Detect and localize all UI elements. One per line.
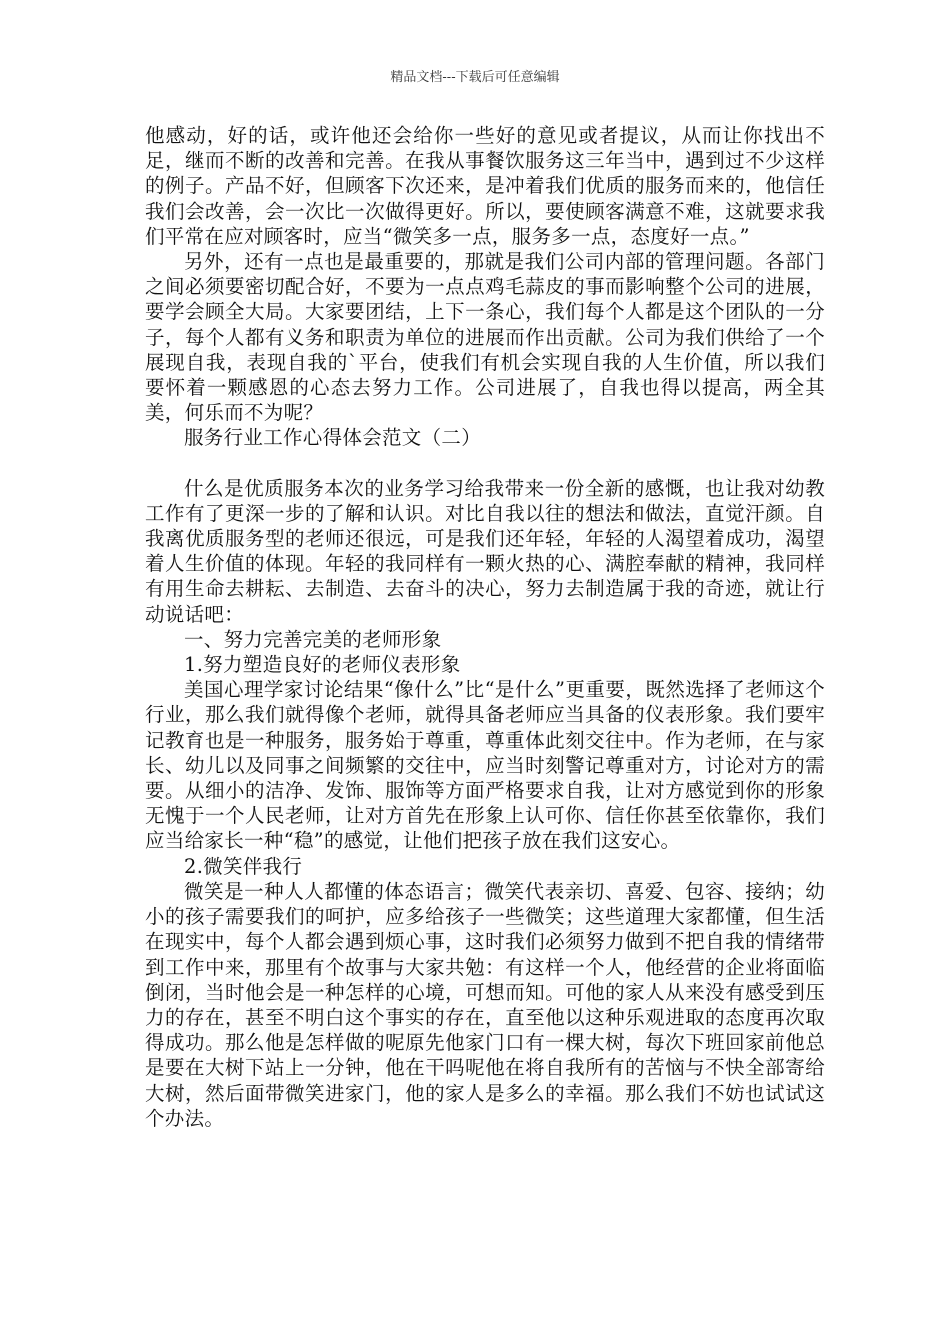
paragraph: 他感动，好的话，或许他还会给你一些好的意见或者提议，从而让你找出不足，继而不断的改善和完善。在我从事餐饮服务这三年当中，遇到过不少这样的例子。产品不好，但顾客下次还来，是冲着我们优质的服务而来的，他信任我们会改善，会一次比一次做得更好。所以，要使顾客满意不难，这就要求我们平常在应对顾客时，应当“微笑多一点，服务多一点，态度好一点。” [145,124,825,248]
document-body [145,123,825,1131]
blank-line [145,451,825,476]
paragraph: 什么是优质服务本次的业务学习给我带来一份全新的感慨，也让我对幼教工作有了更深一步的了解和认识。对比自我以往的想法和做法，直觉汗颜。自我离优质服务型的老师还很远，可是我们还年轻，年轻的人渴望着成功，渴望着人生价值的体现。年轻的我同样有一颗火热的心、满腔奉献的精神，我同样有用生命去耕耘、去制造、去奋斗的决心，努力去制造属于我的奇迹，就让行动说话吧： [145,476,825,626]
section-title: 服务行业工作心得体会范文（二） [184,426,482,450]
page-header: 精品文档---下载后可任意编辑 [390,70,560,85]
heading: 一、努力完善完美的老师形象 [184,627,442,651]
paragraph: 另外，还有一点也是最重要的，那就是我们公司内部的管理问题。各部门之间必须要密切配合好，不要为一点点鸡毛蒜皮的事而影响整个公司的进展，要学会顾全大局。大家要团结，上下一条心，我们每个人都是这个团队的一分子，每个人都有义务和职责为单位的进展而作出贡献。公司为我们供给了一个展现自我，表现自我的`平台，使我们有机会实现自我的人生价值，所以我们要怀着一颗感恩的心态去努力工作。公司进展了，自我也得以提高，两全其美，何乐而不为呢？ [145,250,825,425]
paragraph: 美国心理学家讨论结果“像什么”比“是什么”更重要，既然选择了老师这个行业，那么我们就得像个老师，就得具备老师应当具备的仪表形象。我们要牢记教育也是一种服务，服务始于尊重，尊重体此刻交往中。作为老师，在与家长、幼儿以及同事之间频繁的交往中，应当时刻警记尊重对方，讨论对方的需要。从细小的洁净、发饰、服饰等方面严格要求自我，让对方感觉到你的形象无愧于一个人民老师，让对方首先在形象上认可你、信任你甚至依靠你，我们应当给家长一种“稳”的感觉，让他们把孩子放在我们这安心。 [145,678,825,853]
subheading: 1.努力塑造良好的老师仪表形象 [184,653,461,677]
paragraph: 微笑是一种人人都懂的体态语言；微笑代表亲切、喜爱、包容、接纳；幼小的孩子需要我们的呵护，应多给孩子一些微笑；这些道理大家都懂，但生活在现实中，每个人都会遇到烦心事，这时我们必须努力做到不把自我的情绪带到工作中来，那里有个故事与大家共勉：有这样一个人，他经营的企业将面临倒闭，当时他会是一种怎样的心境，可想而知。可他的家人从来没有感受到压力的存在，甚至不明白这个事实的存在，直至他以这种乐观进取的态度再次取得成功。那么他是怎样做的呢原先他家门口有一棵大树，每次下班回家前他总是要在大树下站上一分钟，他在干吗呢他在将自我所有的苦恼与不快全部寄给大树，然后面带微笑进家门，他的家人是多么的幸福。那么我们不妨也试试这个办法。 [145,879,825,1130]
subheading: 2.微笑伴我行 [184,854,303,878]
